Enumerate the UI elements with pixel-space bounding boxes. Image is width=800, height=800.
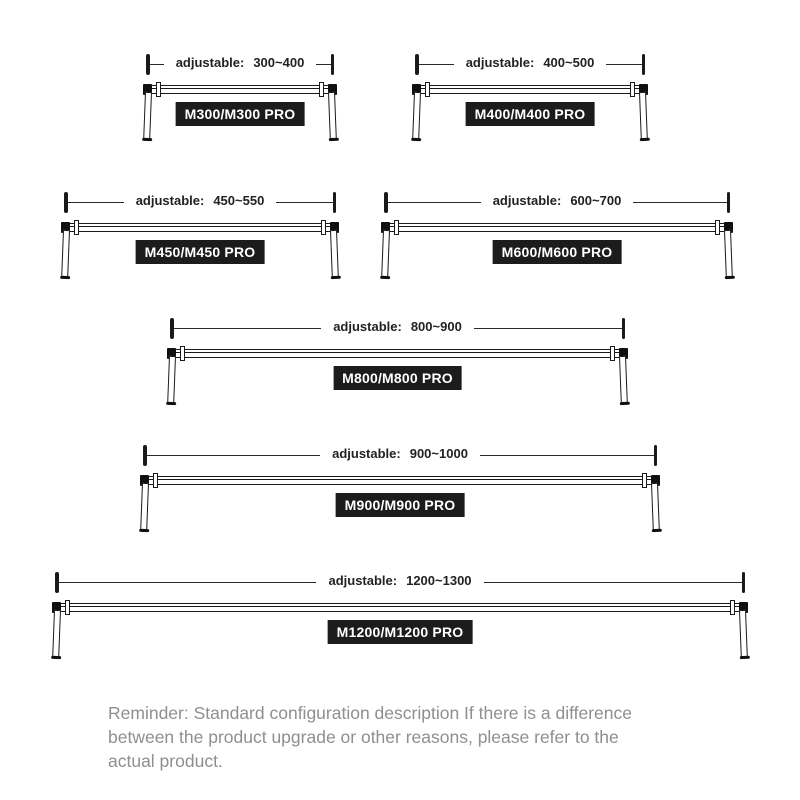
dimension-line-left	[68, 202, 124, 203]
adjustable-text: adjustable:	[175, 54, 245, 70]
leg-right	[651, 483, 660, 530]
lamp-bar-line	[171, 352, 624, 353]
dimension-line-right	[633, 202, 726, 203]
dimension-end-tick-right	[742, 572, 746, 593]
lamp-bar	[64, 223, 336, 232]
model-label: M900/M900 PRO	[336, 493, 465, 517]
leg-foot-left	[60, 276, 70, 279]
adjustable-text: adjustable:	[135, 192, 205, 208]
dimension-line-left	[388, 202, 481, 203]
mount-bracket-left	[156, 82, 161, 97]
lamp-bar	[143, 476, 657, 485]
reminder-line: Reminder: Standard configuration description If there is a difference	[108, 703, 633, 723]
lamp-bar-line	[144, 479, 656, 480]
leg-foot-right	[739, 656, 749, 659]
leg-left	[143, 92, 152, 139]
mount-bracket-right	[642, 473, 647, 488]
reminder-line: actual product.	[108, 751, 223, 771]
leg-foot-left	[51, 656, 61, 659]
range-text: 600~700	[570, 192, 622, 208]
lamp-bar	[170, 349, 625, 358]
leg-left	[167, 356, 176, 403]
mount-bracket-left	[425, 82, 430, 97]
fixture-drawing	[170, 349, 625, 411]
leg-right	[328, 92, 337, 139]
mount-bracket-right	[715, 220, 720, 235]
product-m300	[146, 52, 334, 147]
adjustable-range-label	[321, 319, 474, 334]
dimension-end-tick-right	[622, 318, 626, 339]
product-m400	[415, 52, 645, 147]
adjustable-range-label	[454, 55, 607, 70]
dimension-end-tick-right	[654, 445, 658, 466]
dimension-line-right	[606, 64, 641, 65]
dimension-end-tick-right	[727, 192, 731, 213]
mount-bracket-right	[319, 82, 324, 97]
fixture-drawing	[415, 85, 645, 147]
model-label: M800/M800 PRO	[333, 366, 462, 390]
lamp-bar	[55, 603, 745, 612]
product-m1200	[55, 570, 745, 665]
leg-foot-right	[651, 529, 661, 532]
dimension-indicator	[64, 190, 336, 214]
leg-foot-left	[166, 402, 176, 405]
model-label: M400/M400 PRO	[466, 102, 595, 126]
model-label: M600/M600 PRO	[493, 240, 622, 264]
range-text: 400~500	[543, 54, 595, 70]
range-text: 450~550	[213, 192, 265, 208]
mount-bracket-left	[74, 220, 79, 235]
lamp-bar-line	[65, 226, 335, 227]
dimension-end-tick-right	[331, 54, 335, 75]
lamp-bar-line	[416, 88, 644, 89]
dimension-indicator	[146, 52, 334, 76]
mount-bracket-left	[394, 220, 399, 235]
leg-right	[724, 230, 733, 277]
lamp-bar	[384, 223, 730, 232]
leg-right	[330, 230, 339, 277]
adjustable-text: adjustable:	[328, 572, 398, 588]
model-label: M450/M450 PRO	[136, 240, 265, 264]
adjustable-text: adjustable:	[333, 318, 402, 334]
leg-foot-left	[380, 276, 390, 279]
dimension-indicator	[415, 52, 645, 76]
leg-left	[381, 230, 390, 277]
range-text: 1200~1300	[406, 572, 472, 588]
lamp-bar	[415, 85, 645, 94]
mount-bracket-left	[153, 473, 158, 488]
leg-foot-left	[139, 529, 149, 532]
model-label: M1200/M1200 PRO	[328, 620, 473, 644]
dimension-line-left	[147, 455, 321, 456]
leg-foot-right	[639, 138, 649, 141]
dimension-line-right	[474, 328, 622, 329]
leg-foot-right	[328, 138, 338, 141]
product-m800	[170, 316, 625, 411]
leg-left	[412, 92, 421, 139]
lamp-bar-line	[385, 226, 729, 227]
range-text: 900~1000	[409, 445, 468, 461]
mount-bracket-left	[180, 346, 185, 361]
dimension-end-tick-right	[642, 54, 646, 75]
leg-left	[52, 610, 61, 657]
fixture-drawing	[384, 223, 730, 285]
leg-foot-right	[330, 276, 340, 279]
fixture-drawing	[143, 476, 657, 538]
dimension-line-left	[59, 582, 317, 583]
dimension-indicator	[55, 570, 745, 594]
dimension-line-right	[316, 64, 330, 65]
product-m600	[384, 190, 730, 285]
leg-right	[639, 92, 648, 139]
mount-bracket-right	[730, 600, 735, 615]
reminder-line: between the product upgrade or other reasons, please refer to the	[108, 727, 619, 747]
leg-foot-right	[619, 402, 629, 405]
lamp-bar	[146, 85, 334, 94]
adjustable-text: adjustable:	[492, 192, 562, 208]
mount-bracket-right	[630, 82, 635, 97]
mount-bracket-right	[321, 220, 326, 235]
dimension-line-right	[480, 455, 654, 456]
leg-right	[619, 356, 628, 403]
range-text: 300~400	[253, 54, 305, 70]
dimension-indicator	[170, 316, 625, 340]
dimension-end-tick-right	[333, 192, 337, 213]
dimension-line-left	[150, 64, 164, 65]
model-label: M300/M300 PRO	[176, 102, 305, 126]
dimension-line-right	[276, 202, 332, 203]
range-text: 800~900	[410, 318, 462, 334]
adjustable-text: adjustable:	[332, 445, 401, 461]
adjustable-text: adjustable:	[465, 54, 535, 70]
leg-foot-left	[411, 138, 421, 141]
reminder	[108, 701, 632, 773]
dimension-line-right	[484, 582, 742, 583]
adjustable-range-label	[320, 446, 480, 461]
adjustable-range-label	[164, 55, 317, 70]
fixture-drawing	[64, 223, 336, 285]
lamp-bar-line	[56, 606, 744, 607]
leg-right	[739, 610, 748, 657]
adjustable-range-label	[481, 193, 634, 208]
mount-bracket-left	[65, 600, 70, 615]
leg-left	[61, 230, 70, 277]
lamp-bar-line	[147, 88, 333, 89]
product-m450	[64, 190, 336, 285]
dimension-indicator	[384, 190, 730, 214]
fixture-drawing	[55, 603, 745, 665]
leg-left	[140, 483, 149, 530]
leg-foot-right	[724, 276, 734, 279]
product-m900	[143, 443, 657, 538]
adjustable-range-label	[316, 573, 483, 588]
fixture-drawing	[146, 85, 334, 147]
dimension-line-left	[419, 64, 454, 65]
dimension-line-left	[174, 328, 322, 329]
adjustable-range-label	[124, 193, 277, 208]
mount-bracket-right	[610, 346, 615, 361]
dimension-indicator	[143, 443, 657, 467]
leg-foot-left	[142, 138, 152, 141]
